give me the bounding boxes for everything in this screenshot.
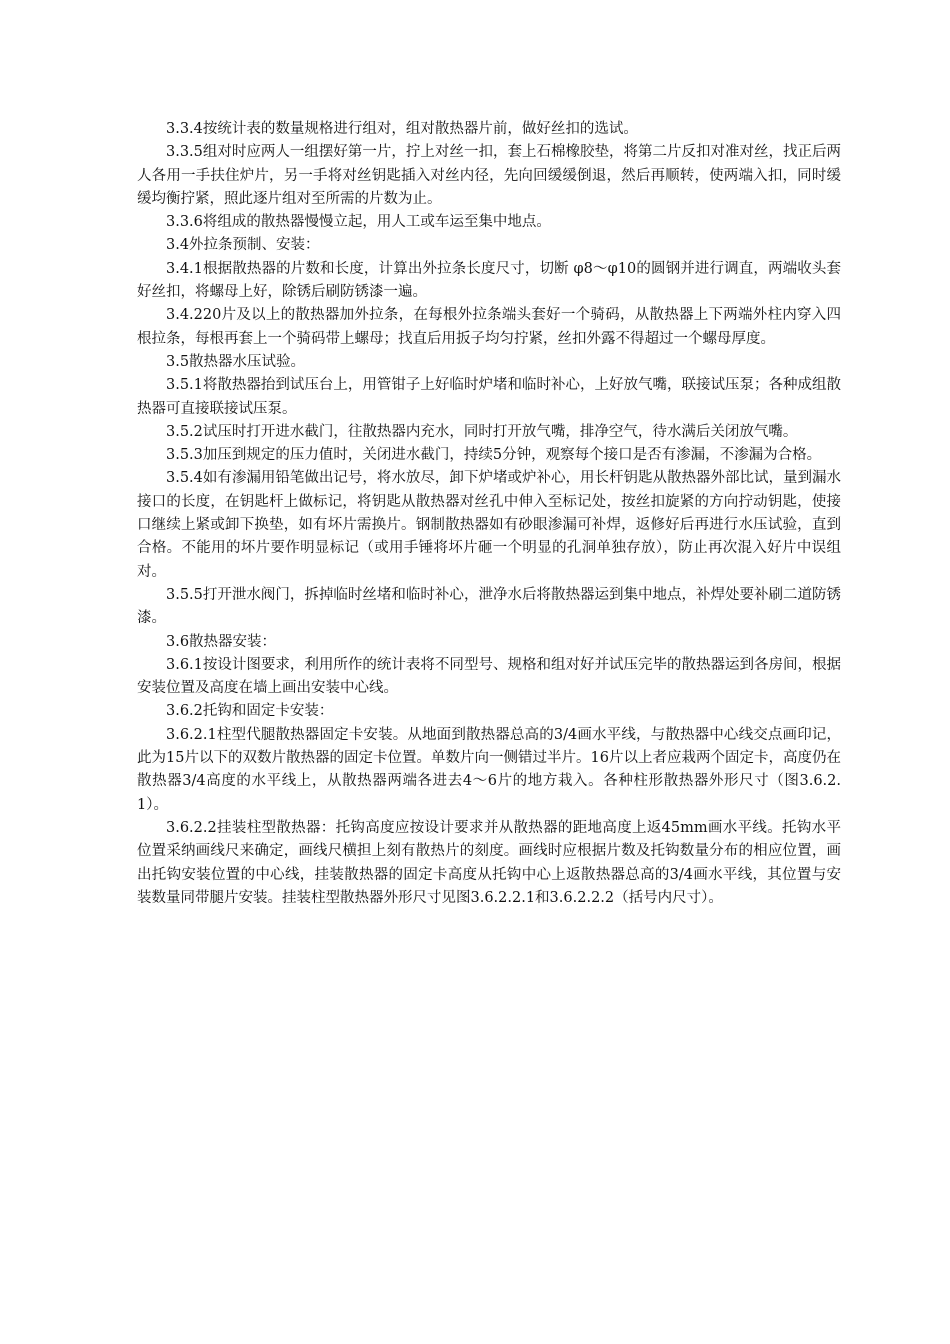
document-body <box>137 118 841 910</box>
paragraph-3-5-2: 3.5.2试压时打开进水截门，往散热器内充水，同时打开放气嘴，排净空气，待水满后关闭放气嘴。 <box>166 423 798 440</box>
section-heading-3-5: 3.5散热器水压试验。 <box>166 353 306 370</box>
paragraph-3-3-4: 3.3.4按统计表的数量规格进行组对，组对散热器片前，做好丝扣的选试。 <box>166 121 638 137</box>
paragraph-3-5-4: 3.5.4如有渗漏用铅笔做出记号，将水放尽，卸下炉堵或炉补心，用长杆钥匙从散热器外部比试，量到漏水接口的长度，在钥匙杆上做标记，将钥匙从散热器对丝孔中伸入至标记处，按丝扣旋紧的方向拧动钥匙，使接口继续上紧或卸下换垫，如有坏片需换片。钢制散热器如有砂眼渗漏可补焊，返修好后再进行水压试验，直到合格。不能用的坏片要作明显标记（或用手锤将坏片砸一个明显的孔洞单独存放），防止再次混入好片中误组对。 <box>137 470 841 580</box>
section-heading-3-6-2: 3.6.2托钩和固定卡安装： <box>166 703 334 720</box>
section-heading-3-4: 3.4外拉条预制、安装： <box>166 237 320 254</box>
paragraph-3-6-1: 3.6.1按设计图要求，利用所作的统计表将不同型号、规格和组对好并试压完毕的散热器运到各房间，根据安装位置及高度在墙上画出安装中心线。 <box>137 656 841 697</box>
paragraph-3-3-5: 3.3.5组对时应两人一组摆好第一片，拧上对丝一扣，套上石棉橡胶垫，将第二片反扣对准对丝，找正后两人各用一手扶住炉片，另一手将对丝钥匙插入对丝内径，先向回缓缓倒退，然后再顺转，使两端入扣，同时缓缓均衡拧紧，照此逐片组对至所需的片数为止。 <box>137 144 841 207</box>
paragraph-3-5-3: 3.5.3加压到规定的压力值时，关闭进水截门，持续5分钟，观察每个接口是否有渗漏，不渗漏为合格。 <box>166 447 822 464</box>
paragraph-3-4-2: 3.4.220片及以上的散热器加外拉条，在每根外拉条端头套好一个骑码，从散热器上下两端外柱内穿入四根拉条，每根再套上一个骑码带上螺母；找直后用扳子均匀拧紧，丝扣外露不得超过一个螺母厚度。 <box>137 307 841 347</box>
paragraph-3-5-5: 3.5.5打开泄水阀门，拆掉临时丝堵和临时补心，泄净水后将散热器运到集中地点，补焊处要补刷二道防锈漆。 <box>137 586 841 627</box>
paragraph-3-6-2-2: 3.6.2.2挂装柱型散热器：托钩高度应按设计要求并从散热器的距地高度上返45mm画水平线。托钩水平位置采纳画线尺来确定，画线尺横担上刻有散热片的刻度。画线时应根据片数及托钩数量分布的相应位置，画出托钩安装位置的中心线，挂装散热器的固定卡高度从托钩中心上返散热器总高的3/4画水平线，其位置与安装数量同带腿片安装。挂装柱型散热器外形尺寸见图3.6.2.2.1和3.6.2.2.2（括号内尺寸）。 <box>137 819 841 906</box>
paragraph-3-3-6: 3.3.6将组成的散热器慢慢立起，用人工或车运至集中地点。 <box>166 214 551 231</box>
paragraph-3-6-2-1: 3.6.2.1柱型代腿散热器固定卡安装。从地面到散热器总高的3/4画水平线，与散热器中心线交点画印记，此为15片以下的双数片散热器的固定卡位置。单数片向一侧错过半片。16片以上者应栽两个固定卡，高度仍在散热器3/4高度的水平线上，从散热器两端各进去4～6片的地方栽入。各种柱形散热器外形尺寸（图3.6.2.1）。 <box>137 726 841 813</box>
section-heading-3-6: 3.6散热器安装： <box>166 633 277 650</box>
paragraph-3-5-1: 3.5.1将散热器抬到试压台上，用管钳子上好临时炉堵和临时补心，上好放气嘴，联接试压泵；各种成组散热器可直接联接试压泵。 <box>137 377 841 417</box>
paragraph-3-4-1: 3.4.1根据散热器的片数和长度，计算出外拉条长度尺寸，切断 φ8～φ10的圆钢并进行调直，两端收头套好丝扣，将螺母上好，除锈后刷防锈漆一遍。 <box>137 260 841 301</box>
